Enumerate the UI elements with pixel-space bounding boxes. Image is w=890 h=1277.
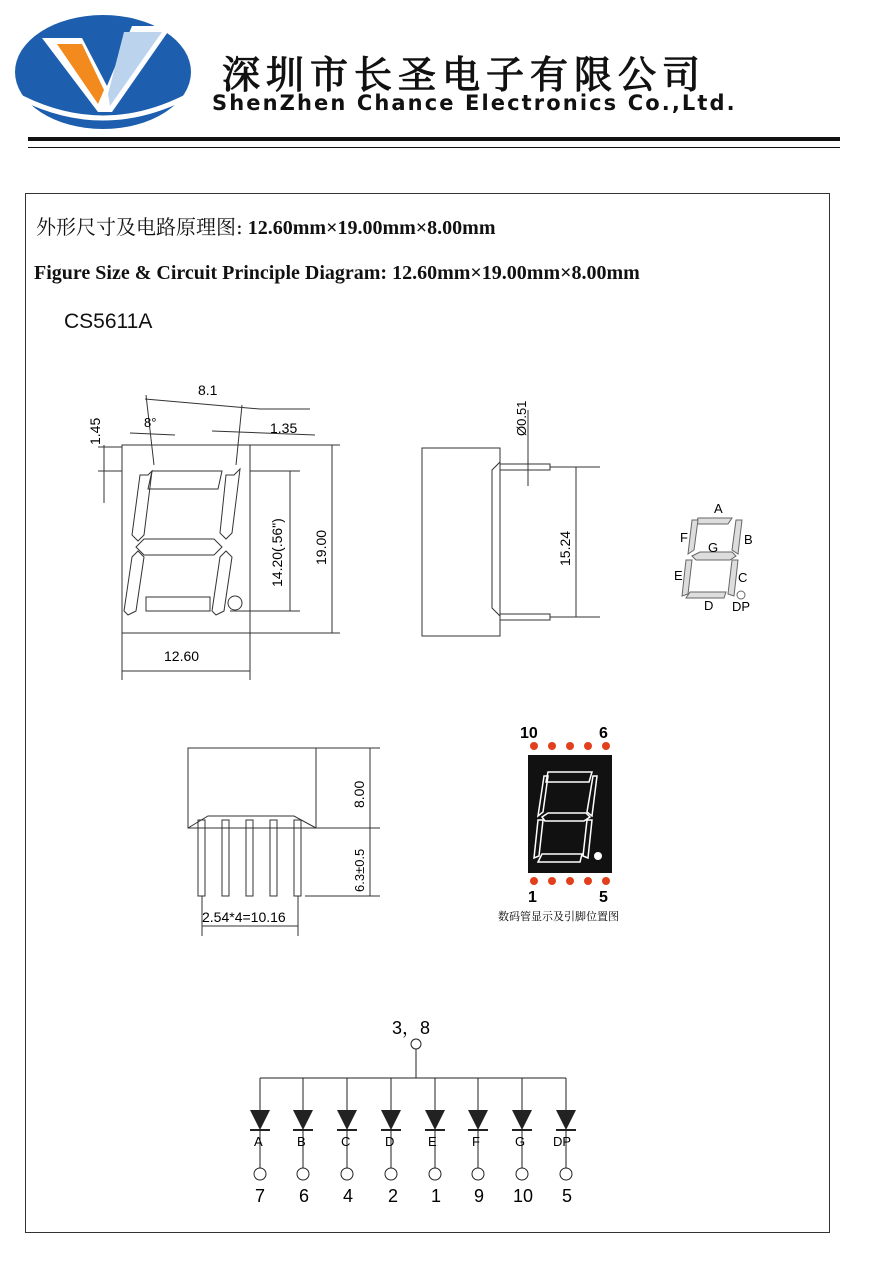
pin-layout-diagram [488,720,668,930]
dim-pin-pitch: 2.54*4=10.16 [202,909,286,925]
company-name-en: ShenZhen Chance Electronics Co.,Ltd. [212,91,737,115]
diode-dp [556,1078,576,1180]
dim-pin-length: 6.3±0.5 [352,848,367,892]
pin-1-label: 1 [431,1186,442,1206]
dim-right-offset: 1.35 [270,420,298,436]
pin-label-5: 5 [599,889,608,906]
bottom-view-drawing [180,740,390,940]
seg-label-e: E [674,568,683,583]
seg-label-b: B [744,532,753,547]
seg-a-label: A [254,1134,263,1149]
diode-e [425,1078,445,1180]
pin-9-label: 9 [474,1186,485,1206]
dim-depth: 8.00 [351,780,367,808]
spec-title-cn-label: 外形尺寸及电路原理图: [36,215,243,239]
segment-legend [668,498,768,616]
header-rule-thin [28,147,840,148]
dim-pin-span: 15.24 [557,530,573,566]
dim-angle: 8° [144,415,157,430]
diode-b [293,1078,313,1180]
spec-title-en: Figure Size & Circuit Principle Diagram: 12.60mm×19.00mm×8.00mm [34,262,640,284]
pin-5-label: 5 [562,1186,573,1206]
diode-c [337,1078,357,1180]
dim-top-width: 8.1 [198,382,218,398]
seg-label-dp: DP [732,599,751,614]
seg-label-g: G [708,540,719,555]
dim-width: 12.60 [164,648,200,664]
seg-e-label: E [428,1134,437,1149]
dim-pin-diameter: Ø0.51 [514,400,529,436]
seg-d-label: D [385,1134,395,1149]
diode-f [468,1078,488,1180]
seg-b-label: B [297,1134,306,1149]
pin-6-label: 6 [299,1186,310,1206]
dim-digit-height: 14.20(.56") [269,518,285,587]
pin-4-label: 4 [343,1186,354,1206]
model-number: CS5611A [64,310,153,333]
common-pins-label: 3，8 [392,1018,431,1038]
pin-label-10: 10 [520,725,538,742]
diode-g [512,1078,532,1180]
diode-d [381,1078,401,1180]
seg-label-f: F [680,530,688,545]
company-name-cn: 深圳市长圣电子有限公司 [222,53,707,97]
seg-g-label: G [515,1134,526,1149]
company-logo [12,8,194,132]
pin-10-label: 10 [513,1186,534,1206]
pin-layout-caption: 数码管显示及引脚位置图 [498,911,619,923]
seg-c-label: C [341,1134,351,1149]
seg-label-a: A [714,501,723,516]
header-rule [28,137,840,141]
front-view-drawing [80,375,370,685]
dim-left-offset: 1.45 [87,417,103,445]
pin-label-6: 6 [599,725,608,742]
seg-f-label: F [472,1134,480,1149]
spec-title-cn [36,211,496,240]
pin-label-1: 1 [528,889,537,906]
seg-label-c: C [738,570,748,585]
diode-a [250,1078,270,1180]
pin-2-label: 2 [388,1186,399,1206]
dim-height: 19.00 [313,529,329,565]
spec-title-cn-dims: 12.60mm×19.00mm×8.00mm [242,217,496,239]
circuit-diagram [240,1010,600,1210]
seg-label-d: D [704,598,714,613]
side-view-drawing [410,390,610,640]
pin-7-label: 7 [255,1186,266,1206]
seg-dp-label: DP [553,1134,572,1149]
